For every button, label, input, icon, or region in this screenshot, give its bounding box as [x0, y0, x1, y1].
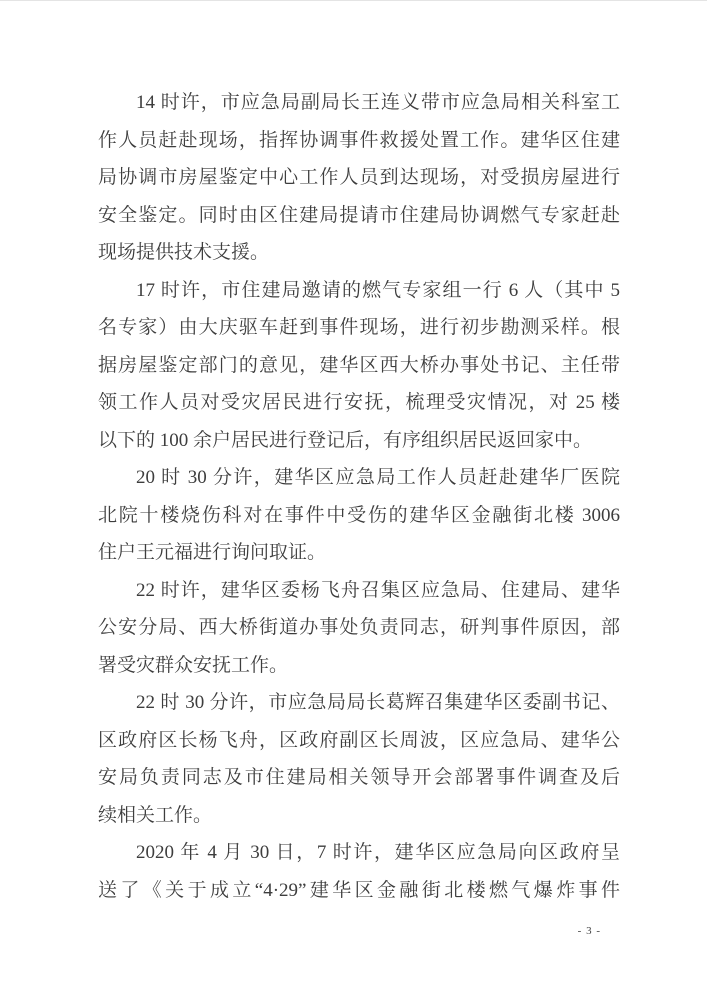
paragraph [98, 84, 620, 272]
text-line: 续相关工作。 [98, 804, 213, 826]
text-line: 22 时 30 分许，市应急局局长葛辉召集建华区委副书记、 [136, 692, 620, 713]
paragraph [98, 834, 620, 909]
text-line: 14 时许，市应急局副局长王连义带市应急局相关科室工 [136, 92, 620, 113]
text-line: 作人员赶赴现场，指挥协调事件救援处置工作。建华区住建 [98, 129, 620, 151]
text-line: 名专家）由大庆驱车赶到事件现场，进行初步勘测采样。根 [98, 317, 620, 338]
paragraph [98, 272, 620, 460]
text-line: 安局负责同志及市住建局相关领导开会部署事件调查及后 [98, 767, 620, 788]
text-line: 22 时许，建华区委杨飞舟召集区应急局、住建局、建华 [136, 579, 620, 601]
paragraph [98, 459, 620, 572]
text-line: 2020 年 4 月 30 日，7 时许，建华区应急局向区政府呈 [136, 842, 620, 863]
page-top-edge [0, 0, 707, 1]
text-line: 局协调市房屋鉴定中心工作人员到达现场，对受损房屋进行 [98, 167, 620, 188]
text-line: 安全鉴定。同时由区住建局提请市住建局协调燃气专家赶赴 [98, 204, 620, 226]
text-line: 领工作人员对受灾居民进行安抚，梳理受灾情况，对 25 楼 [98, 392, 620, 413]
paragraph [98, 684, 620, 834]
text-line: 北院十楼烧伤科对在事件中受伤的建华区金融街北楼 3006 [98, 504, 620, 526]
text-line: 署受灾群众安抚工作。 [98, 654, 289, 676]
text-line: 公安分局、西大桥街道办事处负责同志，研判事件原因，部 [98, 617, 620, 638]
text-line: 区政府区长杨飞舟，区政府副区长周波，区应急局、建华公 [98, 729, 620, 751]
text-line: 以下的 100 余户居民进行登记后，有序组织居民返回家中。 [98, 429, 593, 451]
text-line: 送了《关于成立“4·29”建华区金融街北楼燃气爆炸事件 [98, 879, 620, 901]
document-body [98, 84, 620, 909]
text-line: 20 时 30 分许，建华区应急局工作人员赶赴建华厂医院 [136, 467, 620, 488]
text-line: 17 时许，市住建局邀请的燃气专家组一行 6 人（其中 5 [136, 279, 620, 301]
text-line: 据房屋鉴定部门的意见，建华区西大桥办事处书记、主任带 [98, 354, 620, 376]
text-line: 现场提供技术支援。 [98, 242, 270, 263]
text-line: 住户王元福进行询问取证。 [98, 542, 327, 563]
paragraph [98, 572, 620, 685]
page-number: - 3 - [577, 925, 601, 937]
